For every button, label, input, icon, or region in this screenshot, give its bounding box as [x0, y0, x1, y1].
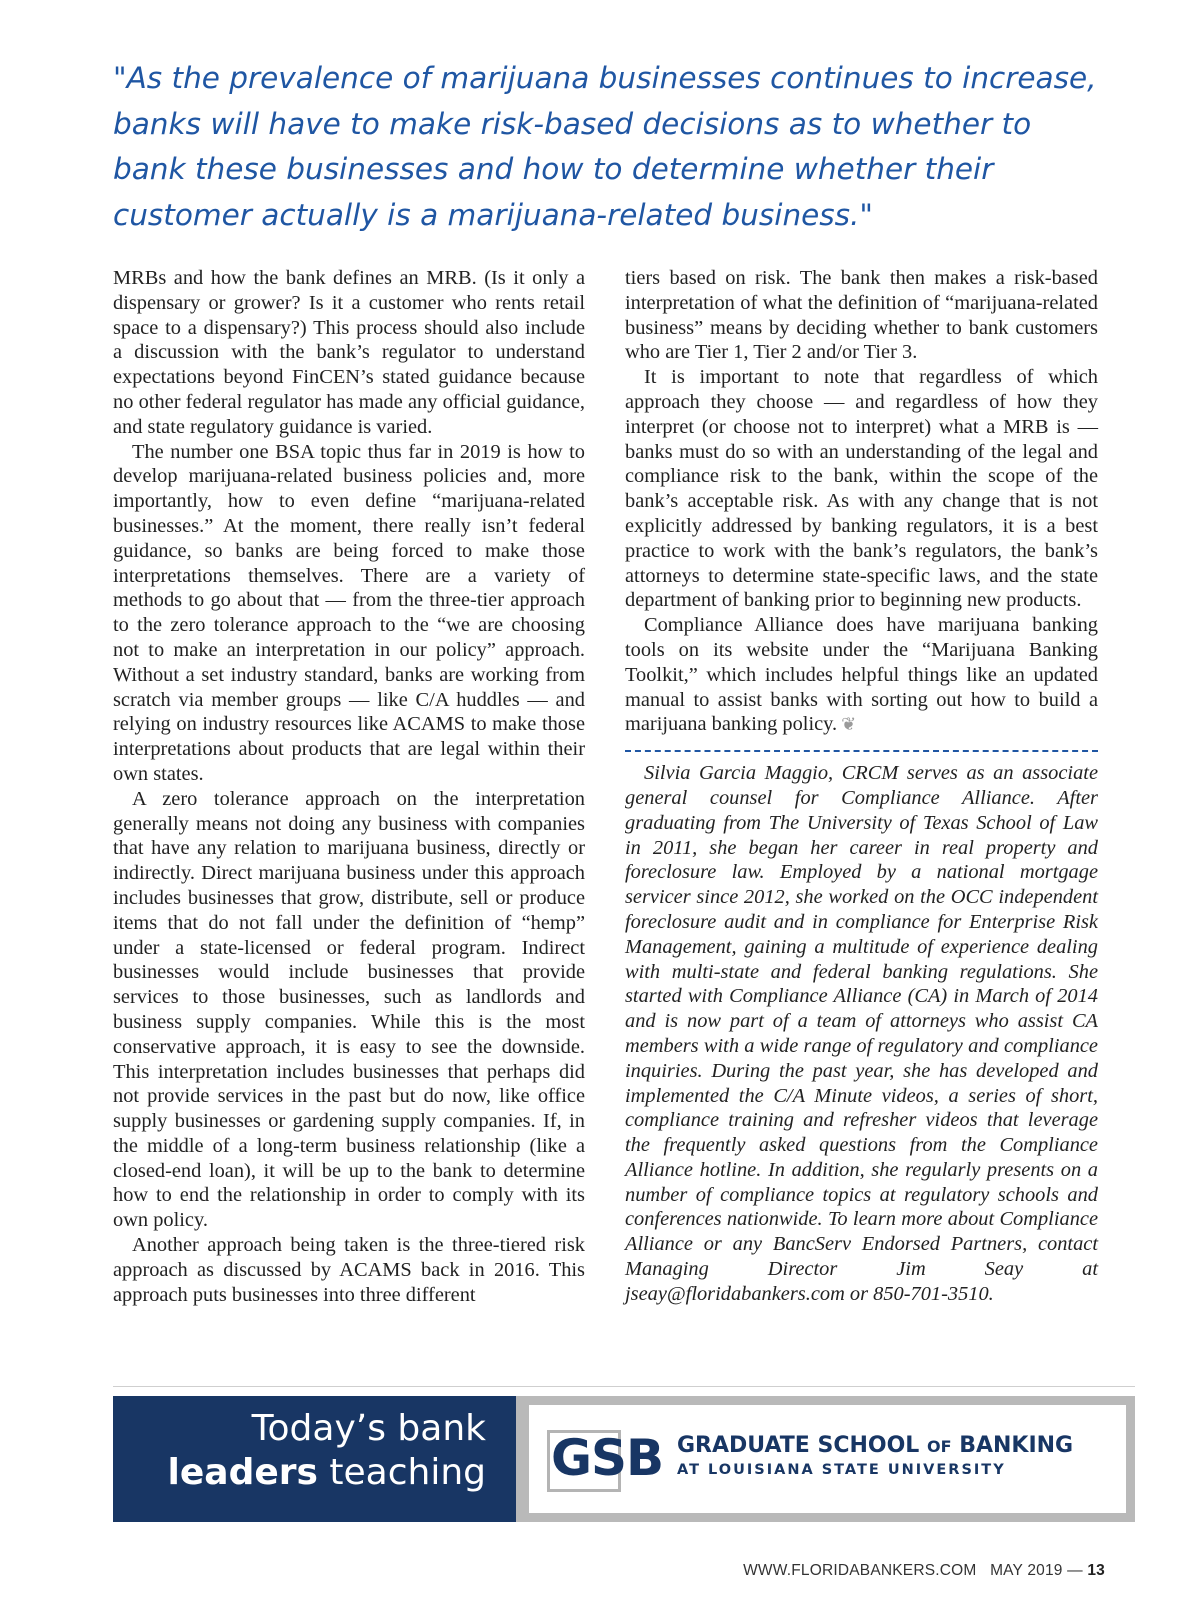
ad-logo-panel	[529, 1405, 1126, 1513]
paragraph: MRBs and how the bank defines an MRB. (Is it only a dispensary or grower? Is it a customer who rents retail space to a dispensary?) This process should also include a discussion with the bank’s regulator to understand expectations beyond FinCEN’s stated guidance because no other federal regulator has made any official guidance, and state regulatory guidance is varied.	[113, 267, 585, 438]
ad-tagline-line2	[168, 1452, 486, 1494]
pull-quote: "As the prevalence of marijuana businesses continues to increase, banks will have to make risk-based decisions as to whether to bank these businesses and how to determine whether their customer actually is a marijuana-related business."	[113, 61, 1097, 232]
paragraph-text: Compliance Alliance does have marijuana banking tools on its website under the “Marijuana Banking Toolkit,” which includes helpful things like an updated manual to assist banks with sorting out how to build a marijuana banking policy.	[625, 614, 1098, 736]
end-mark-icon: ❦	[841, 714, 857, 735]
author-bio: Silvia Garcia Maggio, CRCM serves as an associate general counsel for Compliance Alliance. After graduating from The University of Texas School of Law in 2011, she began her career in real property and foreclosure law. Employed by a national mortgage servicer since 2012, she worked on the OCC independent foreclosure audit and in compliance for Enterprise Risk Management, gaining a multitude of experience dealing with multi-state and federal banking regulations. She started with Compliance Alliance (CA) in March of 2014 and is now part of a team of attorneys who assist CA members with a wide range of regulatory and compliance inquiries. During the past year, she has developed and implemented the C/A Minute videos, a series of short, compliance training and refresher videos that leverage the frequently asked questions from the Compliance Alliance hotline. In addition, she regularly presents on a number of compliance topics at regulatory schools and conferences nationwide. To learn more about Compliance Alliance or any BancServ Endorsed Partners, contact Managing Director Jim Seay at jseay@floridabankers.com or 850-701-3510.	[625, 762, 1098, 1305]
ad-tagline-bold: leaders	[167, 1452, 318, 1493]
footer-issue: MAY 2019 —	[990, 1562, 1083, 1579]
footer-site: WWW.FLORIDABANKERS.COM	[743, 1562, 977, 1579]
school-name-part1: GRADUATE SCHOOL	[677, 1433, 920, 1458]
page-number: 13	[1087, 1562, 1105, 1579]
article-right-column	[625, 266, 1098, 1307]
paragraph	[625, 613, 1098, 737]
article-left-column	[113, 266, 585, 1307]
ad-tagline-line1: Today’s bank	[251, 1408, 486, 1449]
school-name	[677, 1433, 1073, 1460]
paragraph: Another approach being taken is the three-tiered risk approach as discussed by ACAMS back in 2016. This approach puts businesses into three different	[113, 1234, 585, 1306]
gsb-logo-mark: GSB	[551, 1429, 664, 1487]
ad-tagline-rest: teaching	[317, 1452, 486, 1493]
school-name-of: OF	[926, 1437, 952, 1456]
paragraph: A zero tolerance approach on the interpretation generally means not doing any business with companies that have any relation to marijuana business, directly or indirectly. Direct marijuana business under this approach includes businesses that grow, distribute, sell or produce items that do not fall under the definition of “hemp” under a state-licensed or federal program. Indirect businesses would include businesses that provide services to those businesses, such as landlords and business supply companies. While this is the most conservative approach, it is easy to see the downside. This interpretation includes businesses that perhaps did not provide services in the past but do now, like office supply businesses or gardening supply companies. If, in the middle of a long-term business relationship (like a closed-end loan), it will be up to the bank to determine how to end the relationship in order to comply with its own policy.	[113, 787, 585, 1232]
gsb-advertisement[interactable]	[113, 1396, 1135, 1522]
ad-tagline-panel	[113, 1396, 516, 1522]
bio-divider	[625, 750, 1098, 752]
page-footer	[743, 1562, 1105, 1580]
paragraph: It is important to note that regardless of which approach they choose — and regardless of how they interpret (or choose not to interpret) what a MRB is — banks must do so with an understanding of the legal and compliance risk to the bank, within the scope of the bank’s acceptable risk. As with any change that is not explicitly addressed by banking regulators, it is a best practice to work with the bank’s regulators, the bank’s attorneys to determine state-specific laws, and the state department of banking prior to beginning new products.	[625, 366, 1098, 612]
paragraph: tiers based on risk. The bank then makes a risk-based interpretation of what the definition of “marijuana-related business” means by deciding whether to bank customers who are Tier 1, Tier 2 and/or Tier 3.	[625, 267, 1098, 364]
paragraph: The number one BSA topic thus far in 2019 is how to develop marijuana-related business policies and, more importantly, how to even define “marijuana-related businesses.” At the moment, there really isn’t federal guidance, so banks are being forced to make those interpretations themselves. There are a variety of methods to go about that — from the three-tier approach to the zero tolerance approach to the “we are choosing not to make an interpretation in our policy” approach. Without a set industry standard, banks are working from scratch via member groups — like C/A huddles — and relying on industry resources like ACAMS to make those interpretations about products that are legal within their own states.	[113, 440, 585, 785]
ad-divider	[113, 1386, 1135, 1387]
school-name-part2: BANKING	[959, 1433, 1074, 1458]
school-subtitle: AT LOUISIANA STATE UNIVERSITY	[677, 1462, 1006, 1478]
